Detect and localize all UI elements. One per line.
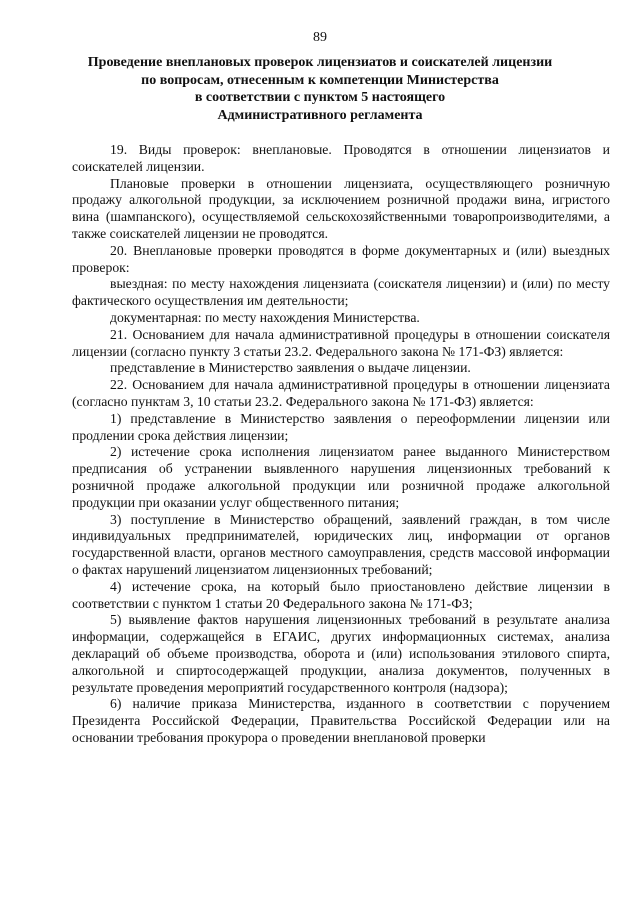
title-line: по вопросам, отнесенным к компетенции Министерства [141, 72, 499, 88]
paragraph-planned-checks: Плановые проверки в отношении лицензиата, осуществляющего розничную продажу алкогольной продукции, за исключением розничной продажи вина, игристого вина (шампанского), осуществляемой сельскохозяйственными товаропроизводителями, а также соискателей лицензии не проводятся. [72, 175, 610, 241]
paragraph-field-check: выездная: по месту нахождения лицензиата (соискателя лицензии) и (или) по месту фактического осуществления им деятельности; [72, 276, 610, 309]
list-item-5: 5) выявление фактов нарушения лицензионных требований в результате анализа информации, содержащейся в ЕГАИС, других информационных системах, анализа деклараций об объеме производства, оборота и (или) использования этилового спирта, алкогольной и спиртосодержащей продукции, анализа документов, полученных в результате проведения мероприятий государственного контроля (надзора); [72, 612, 610, 695]
paragraph-documentary-check: документарная: по месту нахождения Министерства. [110, 309, 420, 325]
paragraph-21: 21. Основанием для начала административной процедуры в отношении соискателя лицензии (согласно пункту 3 статьи 23.2. Федерального закона № 171-ФЗ) является: [72, 326, 610, 359]
list-item-3: 3) поступление в Министерство обращений, заявлений граждан, в том числе индивидуальных предпринимателей, юридических лиц, информации от органов государственной власти, органов местного самоуправления, средств массовой информации о фактах нарушений лицензиатом лицензионных требований; [72, 511, 610, 577]
paragraph-license-application: представление в Министерство заявления о выдаче лицензии. [110, 360, 471, 376]
paragraph-19: 19. Виды проверок: внеплановые. Проводятся в отношении лицензиатов и соискателей лицензии. [72, 142, 610, 174]
title-line: Административного регламента [217, 107, 423, 123]
list-item-4: 4) истечение срока, на который было приостановлено действие лицензии в соответствии с пунктом 1 статьи 20 Федерального закона № 171-ФЗ; [72, 578, 610, 611]
paragraph-20: 20. Внеплановые проверки проводятся в форме документарных и (или) выездных проверок: [72, 242, 610, 275]
section-title [70, 54, 570, 124]
page-number: 89 [313, 30, 327, 45]
title-line: Проведение внеплановых проверок лицензиатов и соискателей лицензии [87, 55, 553, 70]
list-item-2: 2) истечение срока исполнения лицензиатом ранее выданного Министерством предписания об устранении выявленного нарушения лицензионных требований к розничной продаже алкогольной продукции или розничной продаже алкогольной продукции при оказании услуг общественного питания; [72, 444, 610, 510]
title-line: в соответствии с пунктом 5 настоящего [194, 90, 446, 105]
document-body [72, 142, 610, 747]
list-item-1: 1) представление в Министерство заявления о переоформлении лицензии или продлении срока действия лицензии; [72, 410, 610, 443]
list-item-6: 6) наличие приказа Министерства, изданного в соответствии с поручением Президента Российской Федерации, Правительства Российской Федерации или на основании требования прокурора о проведении внеплановой проверки [72, 696, 610, 745]
paragraph-22: 22. Основанием для начала административной процедуры в отношении лицензиата (согласно пунктам 3, 10 статьи 23.2. Федерального закона № 171-ФЗ) является: [72, 377, 610, 409]
